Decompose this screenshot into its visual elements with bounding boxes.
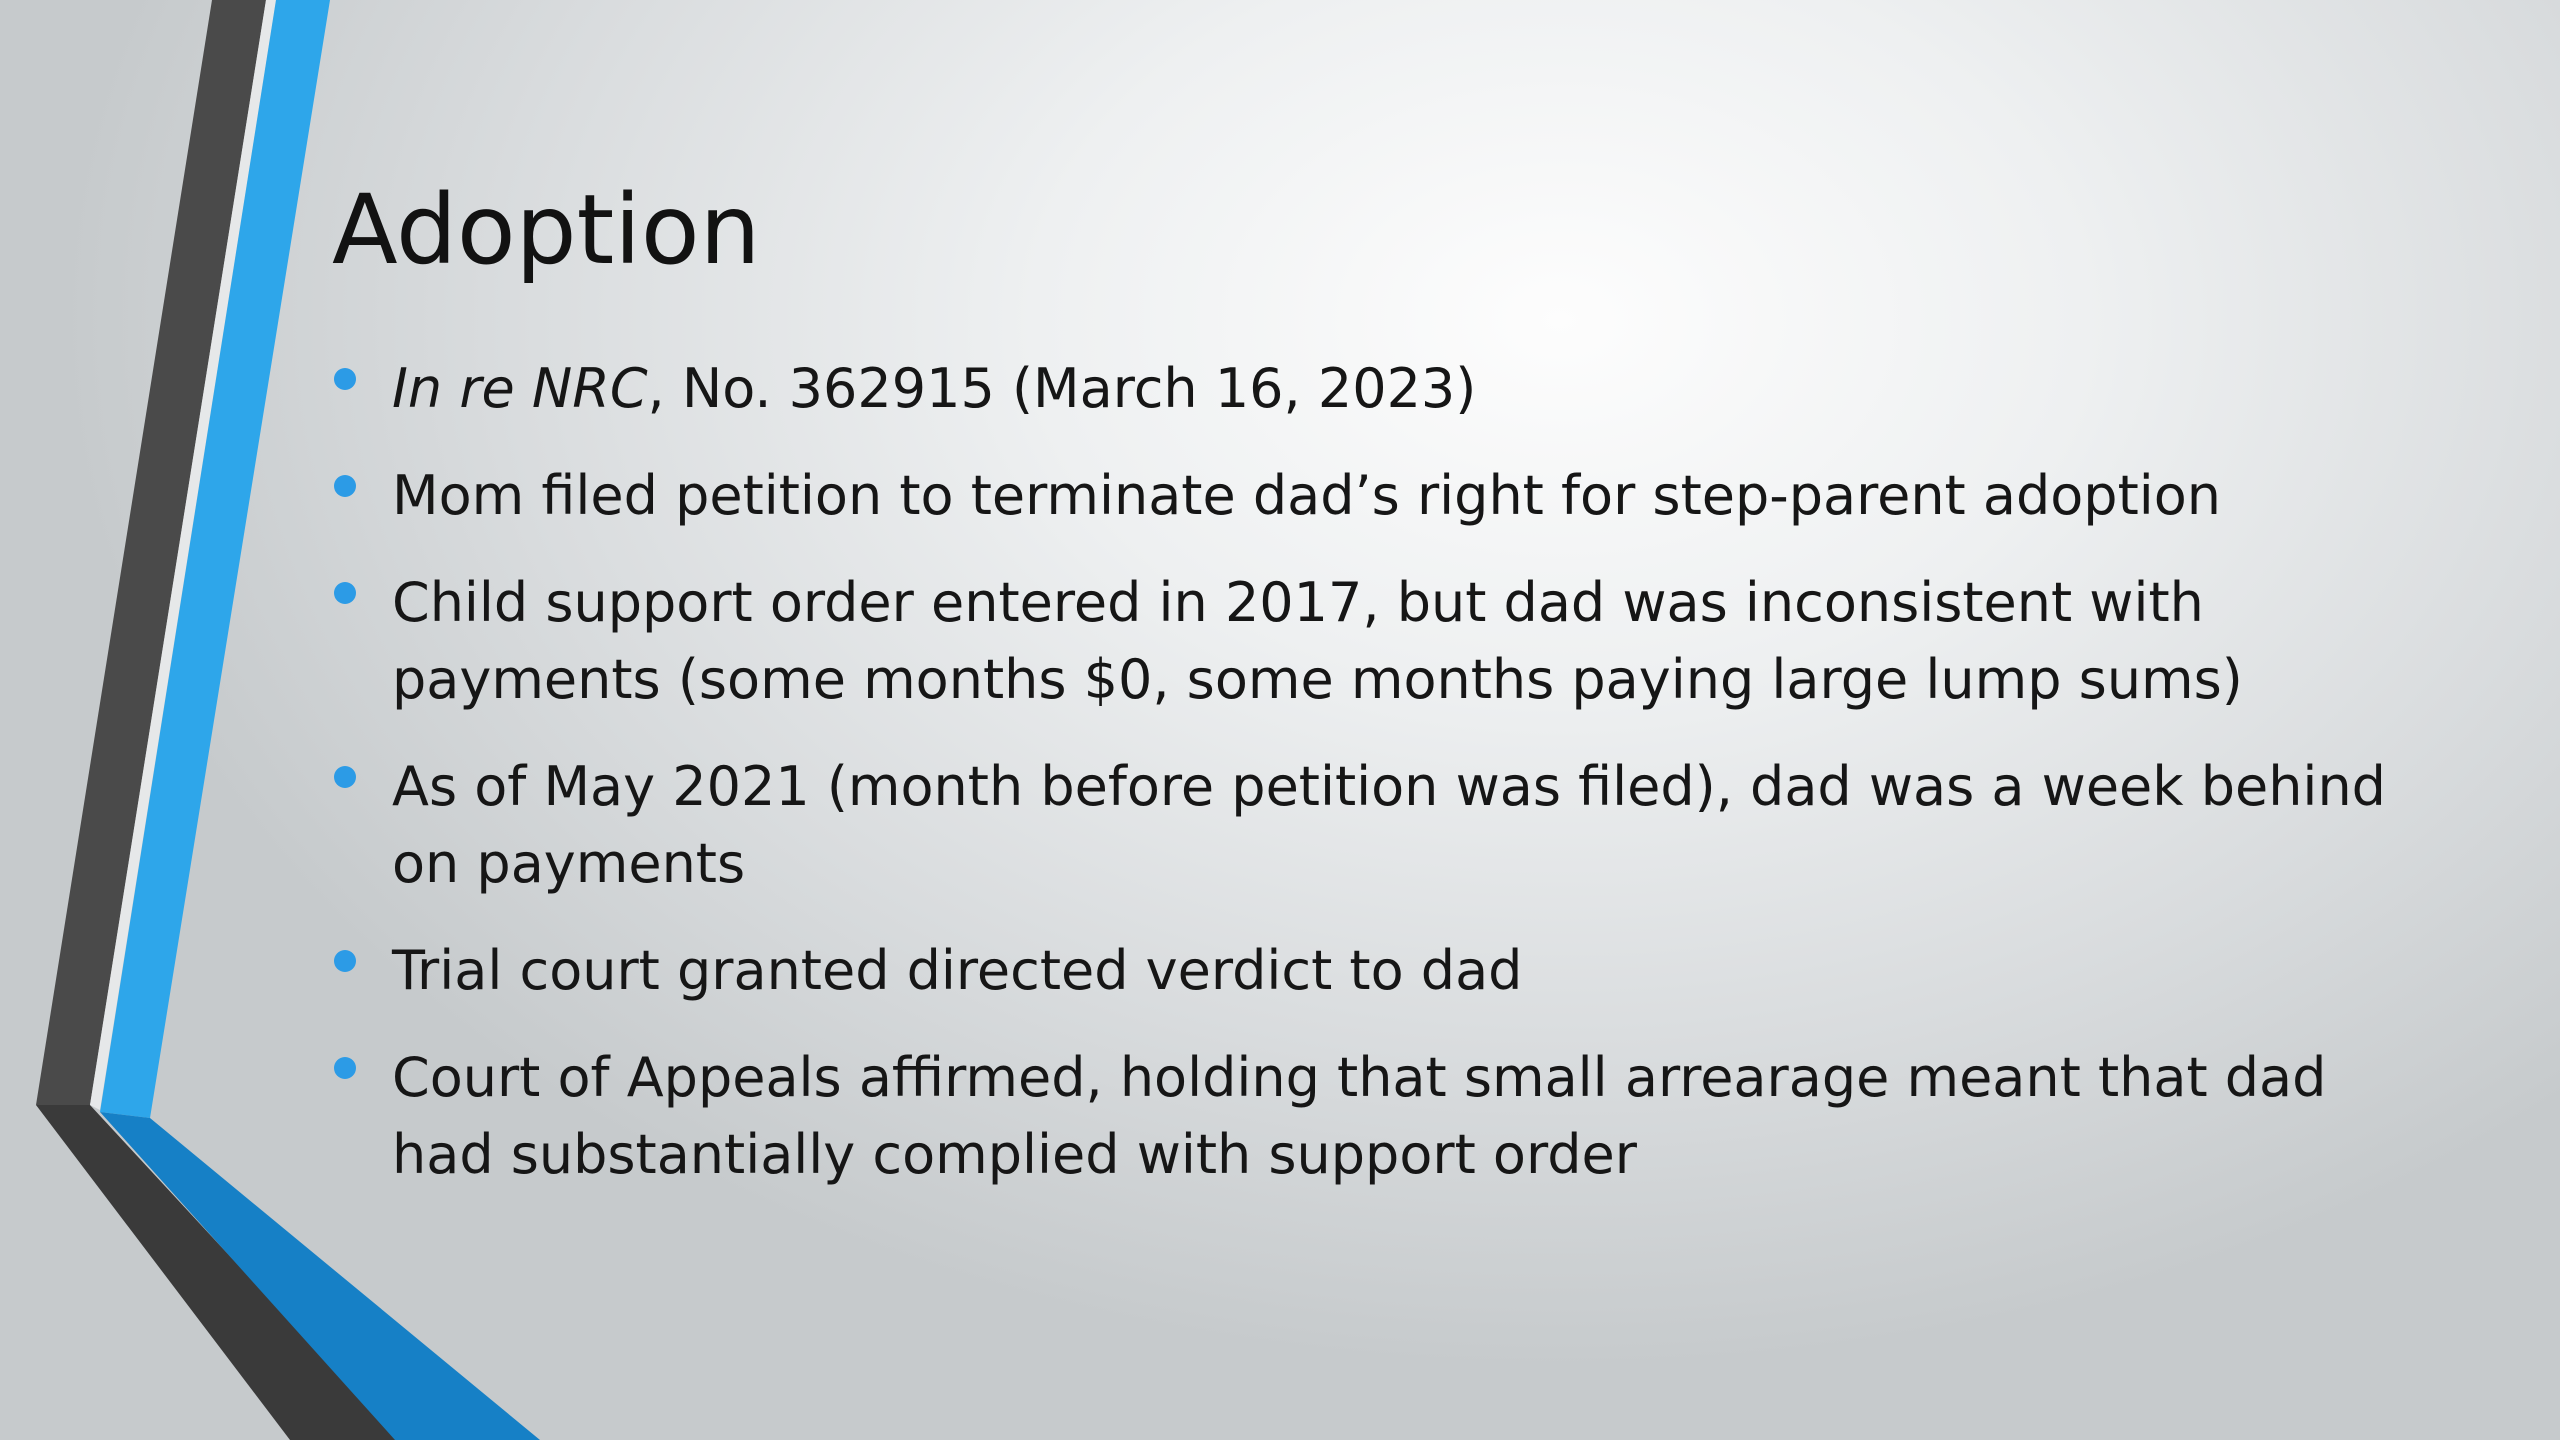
bullet-text: , No. 362915 (March 16, 2023) — [647, 357, 1477, 420]
bullet-dot-icon — [334, 582, 356, 604]
bullet-item — [330, 748, 2410, 902]
bullet-item — [330, 932, 2410, 1009]
bullet-text: As of May 2021 (month before petition was filed), dad was a week behind on payments — [392, 755, 2386, 895]
case-name: In re NRC — [392, 357, 648, 420]
bullet-dot-icon — [334, 766, 356, 788]
bullet-text: Trial court granted directed verdict to dad — [392, 939, 1523, 1002]
bullet-item — [330, 564, 2410, 718]
bullet-item — [330, 350, 2410, 427]
bullet-dot-icon — [334, 1057, 356, 1079]
bullet-text: Court of Appeals affirmed, holding that small arrearage meant that dad had substantially complied with support order — [392, 1046, 2327, 1186]
bullet-item — [330, 1039, 2410, 1193]
slide-title: Adoption — [332, 174, 761, 286]
bullet-item — [330, 457, 2410, 534]
bullet-dot-icon — [334, 368, 356, 390]
bullet-dot-icon — [334, 475, 356, 497]
bullet-text: Mom filed petition to terminate dad’s right for step-parent adoption — [392, 464, 2222, 527]
light-divider-stripe — [90, 0, 276, 1110]
bullet-text: Child support order entered in 2017, but dad was inconsistent with payments (some months $0, some months paying large lump sums) — [392, 571, 2243, 711]
bullet-dot-icon — [334, 950, 356, 972]
bullet-list — [330, 350, 2410, 1223]
